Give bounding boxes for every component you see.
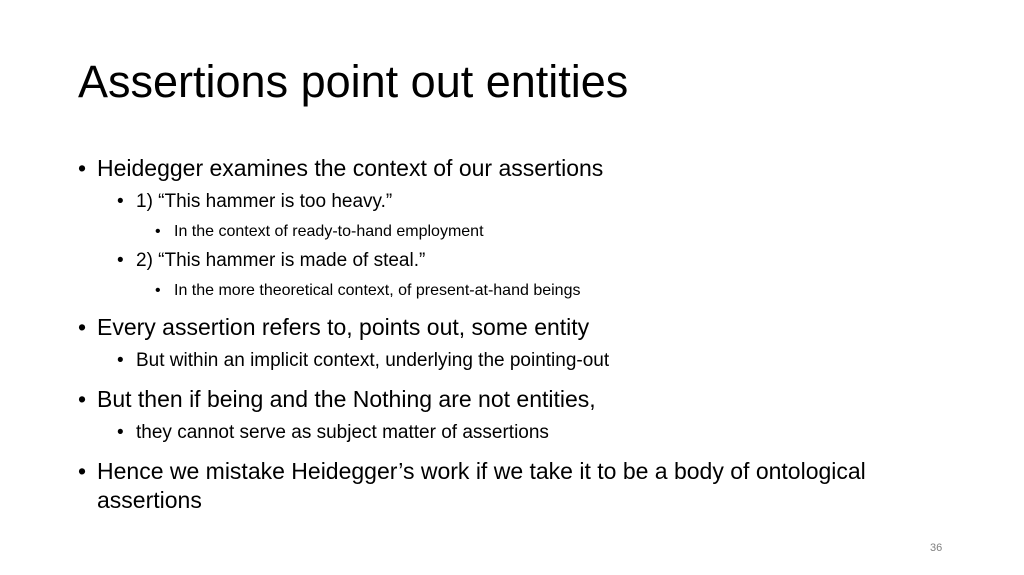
bullet-item-2 — [117, 190, 878, 214]
bullet-item-4 — [117, 249, 878, 273]
bullet-marker: • — [78, 386, 87, 412]
bullet-marker: • — [117, 350, 124, 371]
bullet-marker: • — [78, 458, 87, 484]
bullet-text: Heidegger examines the context of our assertions — [97, 155, 604, 181]
bullet-marker: • — [78, 155, 87, 181]
bullet-item-8 — [78, 385, 878, 414]
bullet-text: But within an implicit context, underlying the pointing-out — [136, 350, 610, 371]
bullet-item-3 — [155, 222, 878, 242]
bullet-item-9 — [117, 421, 878, 445]
bullet-item-6 — [78, 313, 878, 342]
bullet-text: Hence we mistake Heidegger’s work if we take it to be a body of ontological assertions — [97, 458, 866, 513]
bullet-text: 2) “This hammer is made of steal.” — [136, 250, 426, 271]
bullet-list — [78, 154, 878, 515]
bullet-item-7 — [117, 349, 878, 373]
bullet-text: they cannot serve as subject matter of assertions — [136, 422, 549, 443]
bullet-marker: • — [117, 250, 124, 271]
bullet-text: But then if being and the Nothing are not entities, — [97, 386, 596, 412]
bullet-item-1 — [78, 154, 878, 183]
bullet-text: 1) “This hammer is too heavy.” — [136, 191, 393, 212]
bullet-text: In the more theoretical context, of present-at-hand beings — [174, 282, 581, 299]
bullet-marker: • — [155, 223, 161, 240]
bullet-marker: • — [117, 191, 124, 212]
bullet-marker: • — [78, 314, 87, 340]
bullet-item-5 — [155, 281, 878, 301]
bullet-item-10 — [78, 457, 878, 515]
page-number: 36 — [930, 542, 943, 554]
bullet-text: In the context of ready-to-hand employment — [174, 223, 484, 240]
slide-title: Assertions point out entities — [78, 56, 629, 107]
bullet-marker: • — [117, 422, 124, 443]
bullet-marker: • — [155, 282, 161, 299]
bullet-text: Every assertion refers to, points out, some entity — [97, 314, 590, 340]
